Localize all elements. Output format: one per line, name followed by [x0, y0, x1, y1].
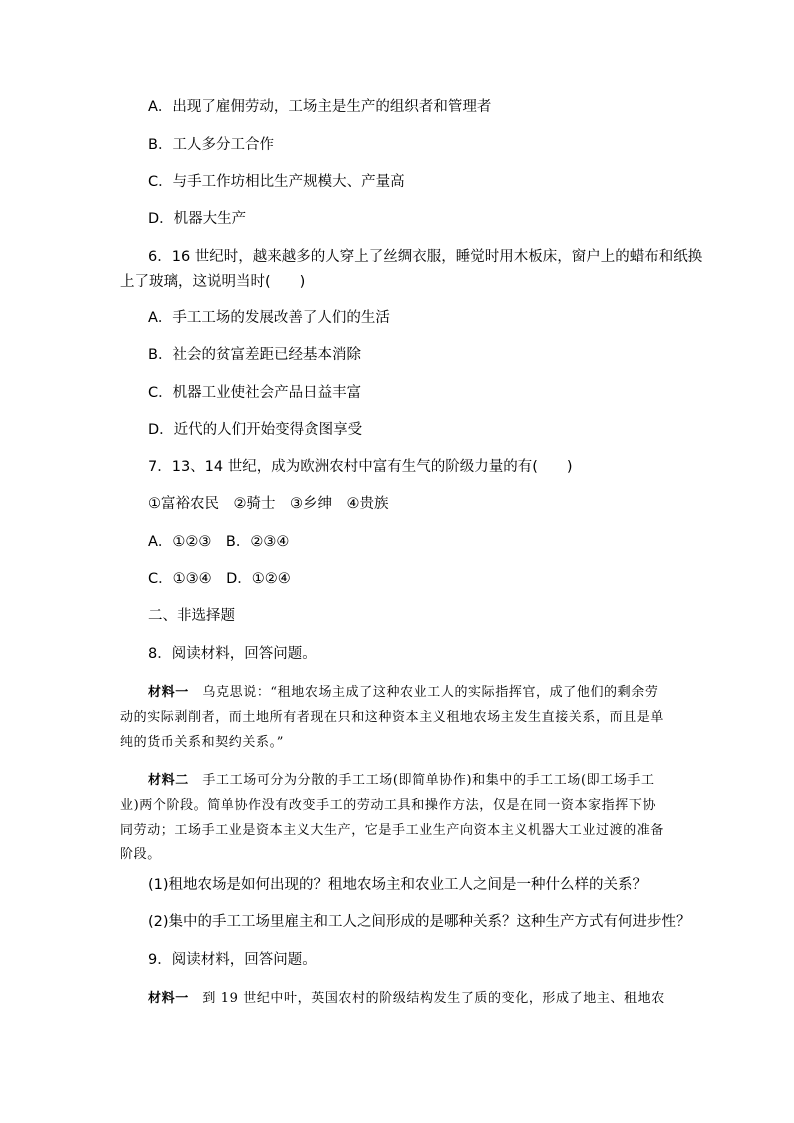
q9-material1-line1	[148, 989, 665, 1009]
material-label: 材料二	[148, 773, 189, 788]
q6-stem-line2: 上了玻璃，这说明当时( )	[120, 274, 306, 290]
q5-option-b: B．工人多分工合作	[148, 137, 274, 153]
material-label: 材料一	[148, 685, 189, 700]
q8-material1-line2: 动的实际剥削者，而土地所有者现在只和这种资本主义租地农场主发生直接关系，而且是单	[120, 710, 665, 725]
q8-material2-line1	[148, 771, 655, 791]
q8-subquestion-1: (1)租地农场是如何出现的？租地农场主和农业工人之间是一种什么样的关系？	[148, 877, 648, 893]
q8-material2-line2: 业)两个阶段。简单协作没有改变手工的劳动工具和操作方法，仅是在同一资本家指挥下协	[120, 798, 657, 813]
q9-stem: 9．阅读材料，回答问题。	[148, 952, 317, 968]
q6-option-d: D．近代的人们开始变得贪图享受	[148, 422, 363, 438]
material-text: 到 19 世纪中叶，英国农村的阶级结构发生了质的变化，形成了地主、租地农	[188, 991, 665, 1006]
q8-stem: 8．阅读材料，回答问题。	[148, 646, 317, 662]
q8-subquestion-2: (2)集中的手工工场里雇主和工人之间形成的是哪种关系？这种生产方式有何进步性？	[148, 914, 691, 930]
q7-stem: 7．13、14 世纪，成为欧洲农村中富有生气的阶级力量的有( )	[148, 459, 573, 475]
q6-option-c: C．机器工业使社会产品日益丰富	[148, 385, 362, 401]
q8-material1-line1	[148, 683, 658, 703]
q7-options-ab: A．①②③ B．②③④	[148, 534, 290, 550]
q6-option-b: B．社会的贫富差距已经基本消除	[148, 347, 361, 363]
material-label: 材料一	[148, 991, 189, 1006]
q5-option-a: A．出现了雇佣劳动，工场主是生产的组织者和管理者	[148, 99, 492, 115]
q8-material2-line3: 同劳动；工场手工业是资本主义大生产，它是手工业生产向资本主义机器大工业过渡的准备	[120, 823, 665, 838]
section-title: 二、非选择题	[148, 608, 235, 624]
q5-option-c: C．与手工作坊相比生产规模大、产量高	[148, 174, 405, 190]
q5-option-d: D．机器大生产	[148, 211, 247, 227]
q8-material1-line3: 纯的货币关系和契约关系。”	[120, 735, 284, 750]
material-text: 乌克思说：“租地农场主成了这种农业工人的实际指挥官，成了他们的剩余劳	[188, 685, 659, 700]
q6-option-a: A．手工工场的发展改善了人们的生活	[148, 310, 390, 326]
material-text: 手工工场可分为分散的手工工场(即简单协作)和集中的手工工场(即工场手工	[188, 773, 655, 788]
q6-stem-line1: 6．16 世纪时，越来越多的人穿上了丝绸衣服，睡觉时用木板床，窗户上的蜡布和纸换	[148, 249, 703, 265]
q7-items: ①富裕农民 ②骑士 ③乡绅 ④贵族	[148, 496, 389, 512]
q7-options-cd: C．①③④ D．①②④	[148, 571, 291, 587]
q8-material2-line4: 阶段。	[120, 847, 161, 862]
